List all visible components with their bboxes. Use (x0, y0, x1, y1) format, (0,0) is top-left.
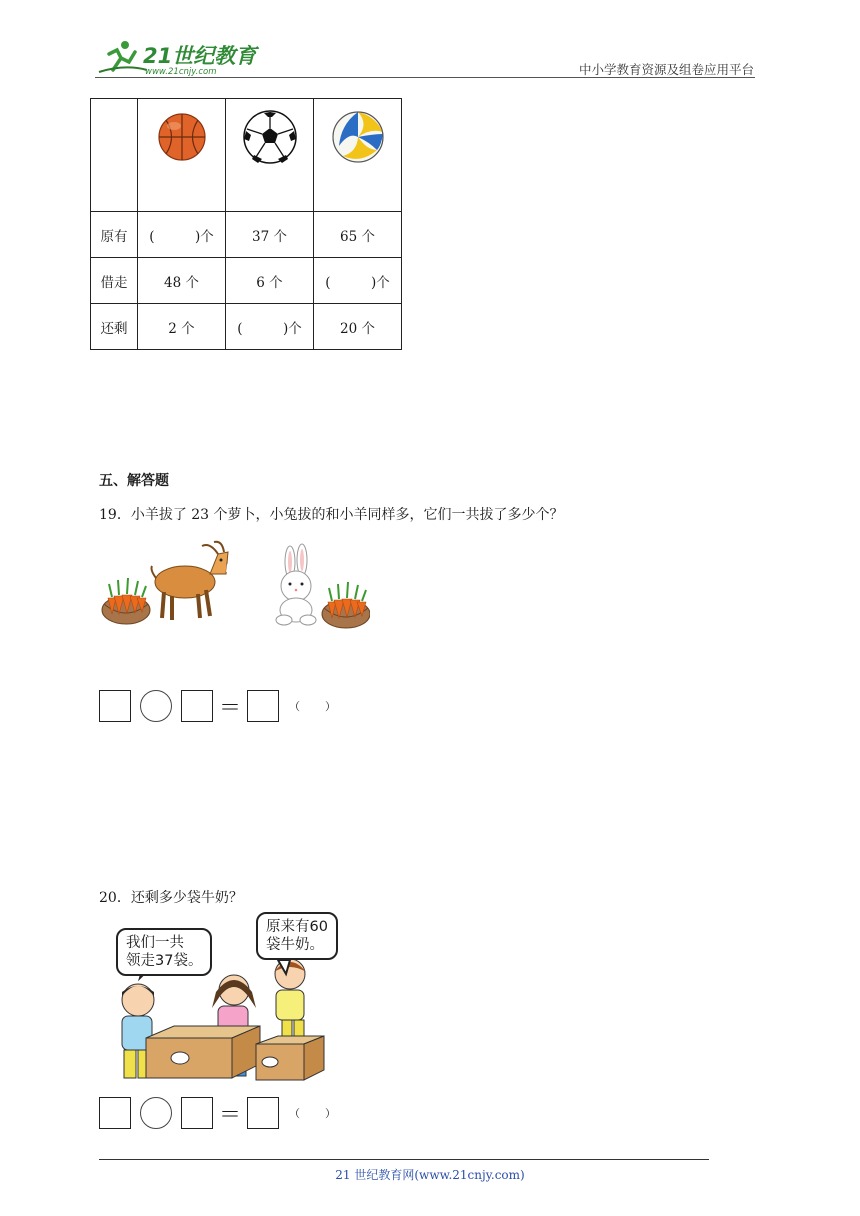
bubble-line: 原来有60 (266, 919, 328, 935)
equation-19 (99, 690, 337, 722)
section-title: 五、解答题 (99, 473, 169, 489)
answer-box[interactable] (181, 690, 213, 722)
goat-icon (152, 542, 235, 620)
volleyball-icon (331, 110, 385, 164)
answer-box[interactable] (181, 1097, 213, 1129)
row-label: 还剩 (91, 304, 138, 350)
header-platform-text: 中小学教育资源及组卷应用平台 (578, 62, 754, 77)
result-box[interactable] (247, 1097, 279, 1129)
goat-rabbit-carrots-illustration (100, 540, 370, 635)
equals-sign: ＝ (218, 1102, 241, 1128)
bubble-line: 袋牛奶。 (266, 937, 324, 953)
bubble-line: 领走37袋。 (126, 953, 203, 969)
table-cell: 48 个 (138, 258, 226, 304)
answer-box[interactable] (99, 1097, 131, 1129)
header-divider (95, 77, 755, 78)
milk-box-icon (146, 1026, 260, 1078)
equals-sign: ＝ (218, 695, 241, 721)
table-cell: 2 个 (138, 304, 226, 350)
soccer-ball-icon (242, 109, 298, 165)
site-logo (95, 36, 260, 78)
table-cell: 20 个 (314, 304, 402, 350)
answer-box[interactable] (99, 690, 131, 722)
milk-box-icon (256, 1036, 324, 1080)
table-cell: 65 个 (314, 212, 402, 258)
table-cell: ( )个 (138, 212, 226, 258)
table-row-original (91, 212, 402, 258)
result-box[interactable] (247, 690, 279, 722)
operator-circle[interactable] (140, 1097, 172, 1129)
question-20-text: 20．还剩多少袋牛奶？ (99, 890, 243, 906)
equation-20 (99, 1097, 337, 1129)
table-row-remaining (91, 304, 402, 350)
carrot-basket-icon (322, 582, 370, 628)
footer-divider (99, 1159, 709, 1160)
volleyball-cell (314, 99, 402, 212)
speech-bubble-right (256, 912, 338, 960)
logo-url: www.21cnjy.com (145, 67, 217, 77)
table-cell: ( )个 (314, 258, 402, 304)
unit-blank[interactable]: （ ） (289, 700, 337, 713)
table-header-row (91, 99, 402, 212)
footer-text: 21 世纪教育网(www.21cnjy.com) (335, 1168, 525, 1182)
soccer-ball-cell (226, 99, 314, 212)
operator-circle[interactable] (140, 690, 172, 722)
speech-bubble-left (116, 928, 212, 976)
carrot-basket-icon (102, 578, 150, 624)
ball-table (90, 98, 402, 350)
table-cell: 37 个 (226, 212, 314, 258)
question-19-text: 19．小羊拔了 23 个萝卜，小兔拔的和小羊同样多，它们一共拔了多少个？ (99, 507, 564, 523)
unit-blank[interactable]: （ ） (289, 1107, 337, 1120)
basketball-icon (157, 112, 207, 162)
table-cell: 6 个 (226, 258, 314, 304)
table-corner-cell (91, 99, 138, 212)
bubble-line: 我们一共 (126, 935, 184, 951)
logo-text: 21世纪教育 (143, 44, 257, 68)
row-label: 借走 (91, 258, 138, 304)
boy-right-icon (274, 959, 306, 1040)
row-label: 原有 (91, 212, 138, 258)
basketball-cell (138, 99, 226, 212)
table-cell: ( )个 (226, 304, 314, 350)
rabbit-icon (276, 544, 316, 625)
table-row-borrowed (91, 258, 402, 304)
